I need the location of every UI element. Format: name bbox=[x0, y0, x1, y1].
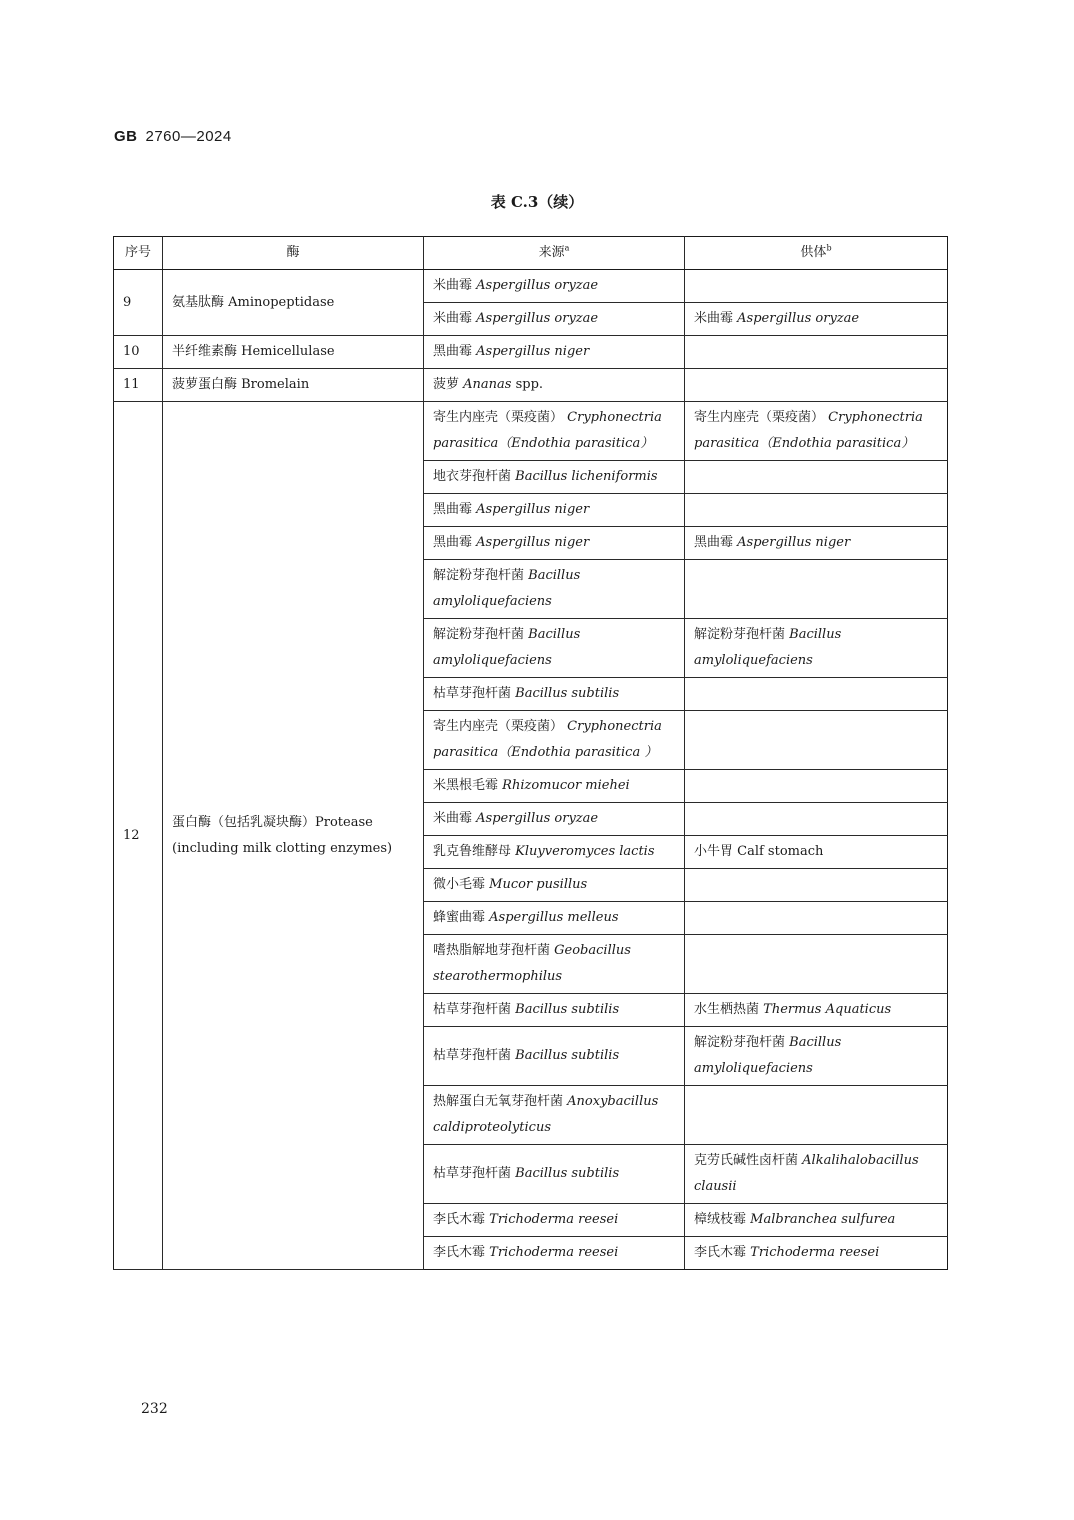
source-cell-scientific: Aspergillus oryzae bbox=[476, 278, 599, 293]
donor-cell bbox=[685, 902, 948, 935]
source-cell-chinese: 枯草芽孢杆菌 bbox=[433, 1048, 512, 1063]
donor-cell bbox=[685, 1204, 948, 1237]
donor-cell bbox=[685, 1145, 948, 1204]
source-cell-scientific: Cryphonectria parasitica（Endothia parasitica） bbox=[433, 410, 662, 451]
source-cell-scientific: Bacillus subtilis bbox=[515, 686, 620, 701]
source-cell-suffix: spp. bbox=[511, 377, 544, 392]
donor-cell bbox=[685, 461, 948, 494]
donor-cell-chinese: 李氏木霉 bbox=[694, 1245, 747, 1260]
source-cell-scientific: Kluyveromyces lactis bbox=[515, 844, 655, 859]
source-cell-chinese: 米黑根毛霉 bbox=[433, 778, 499, 793]
row-number: 9 bbox=[114, 270, 163, 336]
source-cell-scientific: Rhizomucor miehei bbox=[502, 778, 630, 793]
row-number: 10 bbox=[114, 336, 163, 369]
donor-cell bbox=[685, 869, 948, 902]
source-cell bbox=[424, 494, 685, 527]
enzyme-name: 菠萝蛋白酶 Bromelain bbox=[163, 369, 424, 402]
source-cell-scientific: Bacillus subtilis bbox=[515, 1166, 620, 1181]
header-source-label: 来源 bbox=[538, 245, 565, 260]
header-donor bbox=[685, 237, 948, 270]
source-cell bbox=[424, 836, 685, 869]
enzyme-name: 半纤维素酶 Hemicellulase bbox=[163, 336, 424, 369]
donor-cell bbox=[685, 803, 948, 836]
donor-cell bbox=[685, 994, 948, 1027]
source-cell-scientific: Bacillus amyloliquefaciens bbox=[433, 568, 581, 609]
table-row bbox=[114, 270, 948, 303]
source-cell-chinese: 解淀粉芽孢杆菌 bbox=[433, 568, 525, 583]
donor-cell bbox=[685, 1237, 948, 1270]
source-cell-chinese: 黑曲霉 bbox=[433, 502, 473, 517]
source-cell bbox=[424, 303, 685, 336]
source-cell-chinese: 热解蛋白无氧芽孢杆菌 bbox=[433, 1094, 564, 1109]
standard-code bbox=[114, 128, 232, 145]
source-cell-scientific: Bacillus subtilis bbox=[515, 1002, 620, 1017]
source-cell-chinese: 嗜热脂解地芽孢杆菌 bbox=[433, 943, 551, 958]
donor-cell bbox=[685, 527, 948, 560]
row-number: 12 bbox=[114, 402, 163, 1270]
source-cell bbox=[424, 711, 685, 770]
donor-cell bbox=[685, 678, 948, 711]
source-cell-chinese: 米曲霉 bbox=[433, 311, 473, 326]
donor-cell bbox=[685, 770, 948, 803]
source-cell-scientific: Trichoderma reesei bbox=[489, 1212, 619, 1227]
donor-cell bbox=[685, 270, 948, 303]
source-cell-chinese: 枯草芽孢杆菌 bbox=[433, 1002, 512, 1017]
donor-cell-chinese: 克劳氏碱性卤杆菌 bbox=[694, 1153, 799, 1168]
standard-prefix: GB bbox=[114, 128, 138, 145]
table-row bbox=[114, 369, 948, 402]
source-cell-chinese: 米曲霉 bbox=[433, 278, 473, 293]
source-cell bbox=[424, 560, 685, 619]
donor-cell bbox=[685, 494, 948, 527]
page-number: 232 bbox=[141, 1401, 168, 1417]
source-cell bbox=[424, 770, 685, 803]
source-cell-chinese: 枯草芽孢杆菌 bbox=[433, 1166, 512, 1181]
table-title: 表 C.3（续） bbox=[490, 193, 584, 211]
source-cell-chinese: 地衣芽孢杆菌 bbox=[433, 469, 512, 484]
source-cell-scientific: Aspergillus niger bbox=[476, 502, 590, 517]
donor-cell bbox=[685, 619, 948, 678]
donor-cell bbox=[685, 711, 948, 770]
source-cell-scientific: Mucor pusillus bbox=[489, 877, 588, 892]
source-cell bbox=[424, 803, 685, 836]
donor-cell bbox=[685, 836, 948, 869]
header-donor-label: 供体 bbox=[800, 245, 827, 260]
source-cell-scientific: Aspergillus niger bbox=[476, 344, 590, 359]
source-cell-scientific: Cryphonectria parasitica（Endothia parasitica ） bbox=[433, 719, 662, 760]
donor-cell bbox=[685, 560, 948, 619]
source-cell-chinese: 李氏木霉 bbox=[433, 1245, 486, 1260]
source-cell bbox=[424, 1145, 685, 1204]
source-cell bbox=[424, 1086, 685, 1145]
donor-cell-chinese: 米曲霉 bbox=[694, 311, 734, 326]
source-cell bbox=[424, 869, 685, 902]
row-number: 11 bbox=[114, 369, 163, 402]
source-cell bbox=[424, 935, 685, 994]
source-cell-chinese: 乳克鲁维酵母 bbox=[433, 844, 512, 859]
source-cell bbox=[424, 402, 685, 461]
donor-cell bbox=[685, 402, 948, 461]
source-cell-scientific: Bacillus amyloliquefaciens bbox=[433, 627, 581, 668]
source-cell-scientific: Geobacillus stearothermophilus bbox=[433, 943, 631, 984]
donor-cell-chinese: 寄生内座壳（栗疫菌） bbox=[694, 410, 825, 425]
source-cell-chinese: 李氏木霉 bbox=[433, 1212, 486, 1227]
source-cell-scientific: Aspergillus oryzae bbox=[476, 811, 599, 826]
donor-cell bbox=[685, 935, 948, 994]
donor-cell bbox=[685, 336, 948, 369]
donor-cell-scientific: Bacillus amyloliquefaciens bbox=[694, 1035, 842, 1076]
donor-cell-scientific: Malbranchea sulfurea bbox=[750, 1212, 896, 1227]
source-cell bbox=[424, 1204, 685, 1237]
source-cell-chinese: 菠萝 bbox=[433, 377, 460, 392]
table-row bbox=[114, 336, 948, 369]
donor-cell-scientific: Bacillus amyloliquefaciens bbox=[694, 627, 842, 668]
donor-cell-chinese: 解淀粉芽孢杆菌 bbox=[694, 627, 786, 642]
source-cell-chinese: 解淀粉芽孢杆菌 bbox=[433, 627, 525, 642]
table-row bbox=[114, 402, 948, 461]
source-cell bbox=[424, 619, 685, 678]
enzyme-name: 蛋白酶（包括乳凝块酶）Protease (including milk clotting enzymes) bbox=[163, 402, 424, 1270]
table-body bbox=[114, 270, 948, 1270]
header-source bbox=[424, 237, 685, 270]
donor-cell-scientific: Cryphonectria parasitica（Endothia parasitica） bbox=[694, 410, 923, 451]
source-cell-scientific: Bacillus subtilis bbox=[515, 1048, 620, 1063]
enzyme-name: 氨基肽酶 Aminopeptidase bbox=[163, 270, 424, 336]
source-cell bbox=[424, 994, 685, 1027]
source-cell-chinese: 枯草芽孢杆菌 bbox=[433, 686, 512, 701]
table-header-row bbox=[114, 237, 948, 270]
source-cell-chinese: 寄生内座壳（栗疫菌） bbox=[433, 410, 564, 425]
source-cell-chinese: 米曲霉 bbox=[433, 811, 473, 826]
donor-cell-scientific: Alkalihalobacillus clausii bbox=[694, 1153, 919, 1194]
source-cell bbox=[424, 336, 685, 369]
standard-number: 2760—2024 bbox=[145, 128, 232, 145]
donor-cell bbox=[685, 303, 948, 336]
source-cell-chinese: 寄生内座壳（栗疫菌） bbox=[433, 719, 564, 734]
source-cell bbox=[424, 902, 685, 935]
source-cell-scientific: Ananas bbox=[463, 377, 512, 392]
donor-cell-chinese: 解淀粉芽孢杆菌 bbox=[694, 1035, 786, 1050]
donor-cell bbox=[685, 369, 948, 402]
header-enzyme: 酶 bbox=[163, 237, 424, 270]
source-cell bbox=[424, 1237, 685, 1270]
footnote-b-marker: b bbox=[826, 243, 832, 253]
source-cell-scientific: Aspergillus niger bbox=[476, 535, 590, 550]
donor-cell-scientific: Aspergillus niger bbox=[737, 535, 851, 550]
source-cell bbox=[424, 527, 685, 560]
source-cell bbox=[424, 270, 685, 303]
enzyme-table bbox=[113, 236, 948, 1270]
source-cell-chinese: 黑曲霉 bbox=[433, 344, 473, 359]
footnote-a-marker: a bbox=[564, 243, 570, 253]
source-cell-chinese: 黑曲霉 bbox=[433, 535, 473, 550]
source-cell-scientific: Aspergillus melleus bbox=[489, 910, 619, 925]
source-cell-scientific: Trichoderma reesei bbox=[489, 1245, 619, 1260]
donor-cell bbox=[685, 1086, 948, 1145]
donor-cell-scientific: Thermus Aquaticus bbox=[763, 1002, 892, 1017]
source-cell-scientific: Bacillus licheniformis bbox=[515, 469, 658, 484]
source-cell-scientific: Aspergillus oryzae bbox=[476, 311, 599, 326]
source-cell bbox=[424, 369, 685, 402]
source-cell-scientific: Anoxybacillus caldiproteolyticus bbox=[433, 1094, 659, 1135]
source-cell bbox=[424, 1027, 685, 1086]
donor-cell-scientific: Aspergillus oryzae bbox=[737, 311, 860, 326]
donor-cell bbox=[685, 1027, 948, 1086]
donor-cell-chinese: 樟绒枝霉 bbox=[694, 1212, 747, 1227]
donor-cell-chinese: 小牛胃 Calf stomach bbox=[694, 844, 824, 859]
donor-cell-chinese: 水生栖热菌 bbox=[694, 1002, 760, 1017]
source-cell bbox=[424, 461, 685, 494]
source-cell bbox=[424, 678, 685, 711]
header-no: 序号 bbox=[114, 237, 163, 270]
source-cell-chinese: 微小毛霉 bbox=[433, 877, 486, 892]
donor-cell-scientific: Trichoderma reesei bbox=[750, 1245, 880, 1260]
donor-cell-chinese: 黑曲霉 bbox=[694, 535, 734, 550]
source-cell-chinese: 蜂蜜曲霉 bbox=[433, 910, 486, 925]
